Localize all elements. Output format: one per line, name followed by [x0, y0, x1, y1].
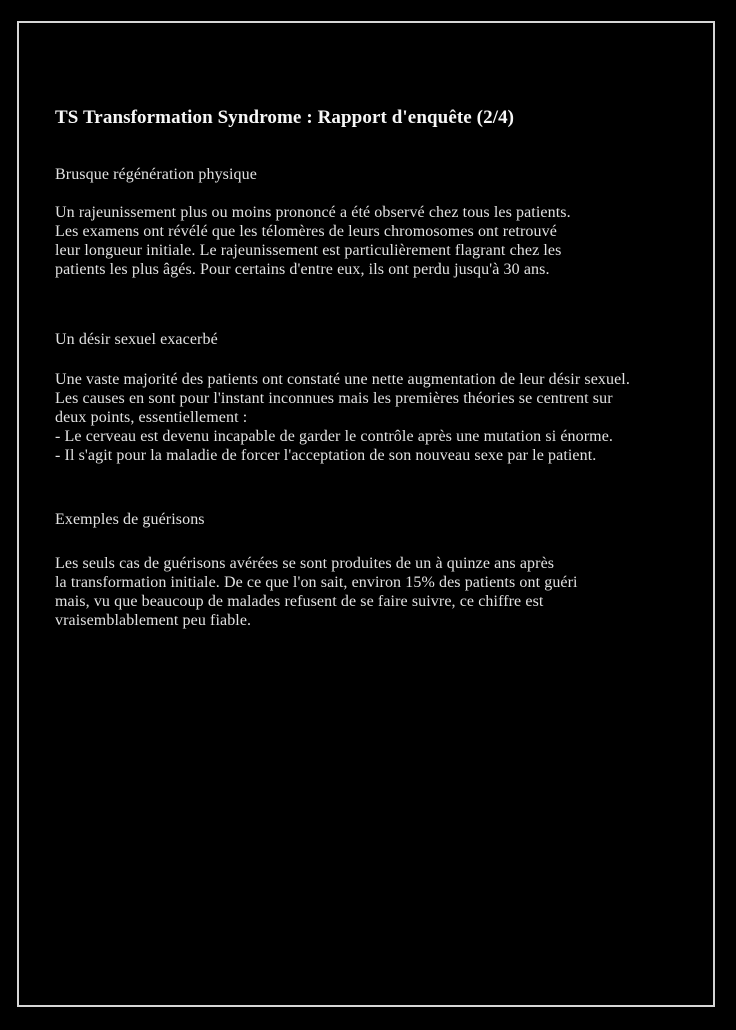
paragraph-line: Un rajeunissement plus ou moins prononcé a été observé chez tous les patients.: [55, 204, 571, 221]
paragraph-line: Une vaste majorité des patients ont constaté une nette augmentation de leur désir sexuel.: [55, 371, 630, 388]
section-heading-sexual-desire: Un désir sexuel exacerbé: [55, 331, 218, 348]
section-paragraph-sexual-desire: [55, 370, 695, 465]
paragraph-line: Les seuls cas de guérisons avérées se sont produites de un à quinze ans après: [55, 555, 555, 572]
section-paragraph-physical-regeneration: [55, 203, 695, 279]
paragraph-line: mais, vu que beaucoup de malades refusent de se faire suivre, ce chiffre est: [55, 593, 544, 610]
section-heading-healing-examples: Exemples de guérisons: [55, 511, 205, 528]
paragraph-line: Les causes en sont pour l'instant inconnues mais les premières théories se centrent sur: [55, 390, 613, 407]
paragraph-line: vraisemblablement peu fiable.: [55, 612, 252, 629]
paragraph-line: patients les plus âgés. Pour certains d'entre eux, ils ont perdu jusqu'à 30 ans.: [55, 261, 550, 278]
section-paragraph-healing-examples: [55, 554, 695, 630]
paragraph-line: - Le cerveau est devenu incapable de garder le contrôle après une mutation si énorme.: [55, 428, 614, 445]
report-title: TS Transformation Syndrome : Rapport d'enquête (2/4): [55, 107, 515, 128]
paragraph-line: leur longueur initiale. Le rajeunissement est particulièrement flagrant chez les: [55, 242, 562, 259]
section-heading-physical-regeneration: Brusque régénération physique: [55, 166, 257, 183]
paragraph-line: - Il s'agit pour la maladie de forcer l'acceptation de son nouveau sexe par le patient.: [55, 447, 597, 464]
paragraph-line: la transformation initiale. De ce que l'on sait, environ 15% des patients ont guéri: [55, 574, 578, 591]
paragraph-line: deux points, essentiellement :: [55, 409, 248, 426]
paragraph-line: Les examens ont révélé que les télomères de leurs chromosomes ont retrouvé: [55, 223, 557, 240]
